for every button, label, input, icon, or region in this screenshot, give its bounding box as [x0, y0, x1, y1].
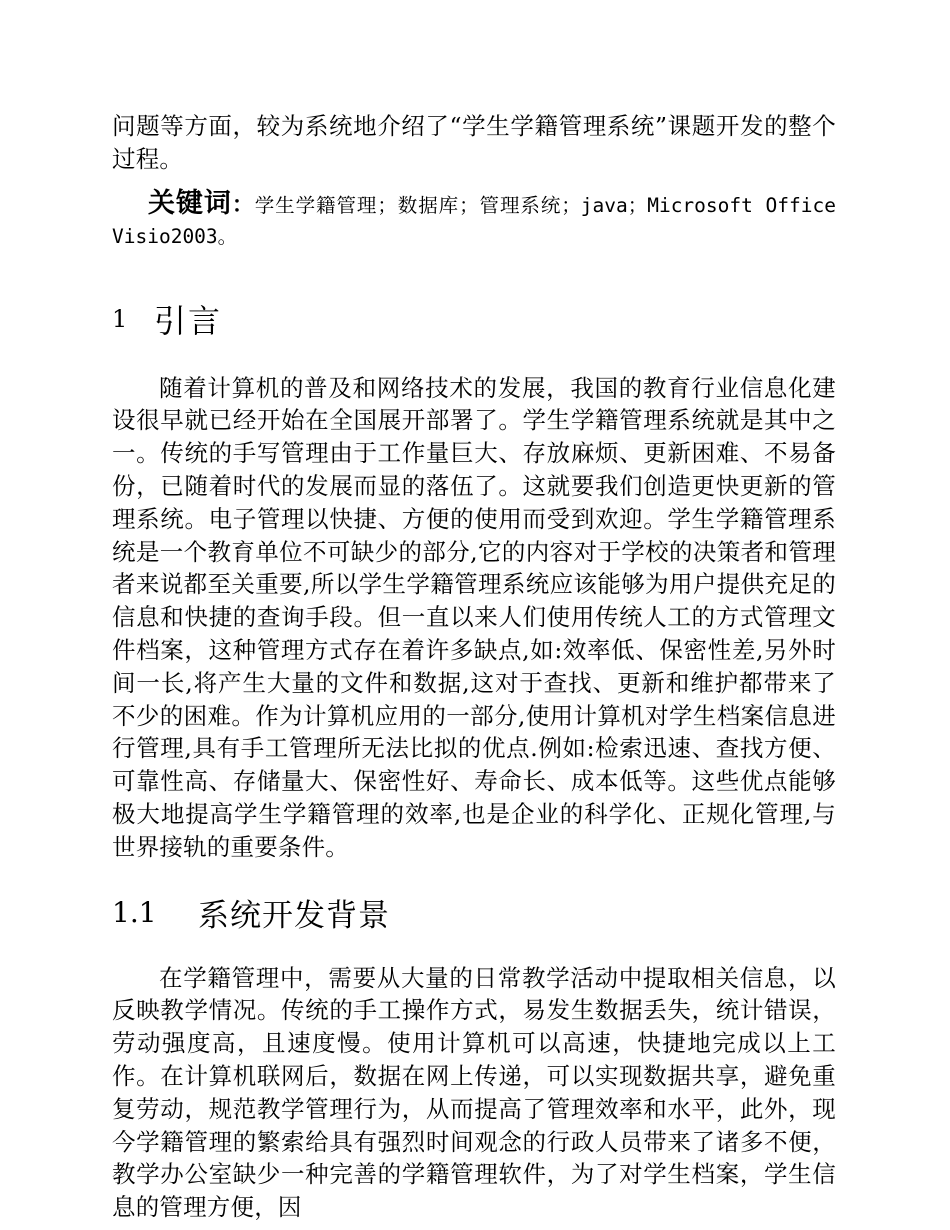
section-1-1-title: 系统开发背景 — [198, 898, 390, 935]
section-1-1-number: 1.1 — [112, 896, 157, 930]
section-1-1-heading — [112, 890, 836, 936]
keywords-line — [112, 188, 836, 252]
section-1-1-paragraph: 在学籍管理中，需要从大量的日常教学活动中提取相关信息，以反映教学情况。传统的手工操作方式，易发生数据丢失，统计错误，劳动强度高，且速度慢。使用计算机可以高速，快捷地完成以上工作。在计算机联网后，数据在网上传递，可以实现数据共享，避免重复劳动，规范教学管理行为，从而提高了管理效率和水平，此外，现今学籍管理的繁索给具有强烈时间观念的行政人员带来了诸多不便，教学办公室缺少一种完善的学籍管理软件，为了对学生档案，学生信息的管理方便，因 — [112, 963, 836, 1222]
section-1-number: 1 — [112, 304, 128, 333]
section-1-paragraph: 随着计算机的普及和网络技术的发展，我国的教育行业信息化建设很早就已经开始在全国展开部署了。学生学籍管理系统就是其中之一。传统的手写管理由于工作量巨大、存放麻烦、更新困难、不易备份，已随着时代的发展而显的落伍了。这就要我们创造更快更新的管理系统。电子管理以快捷、方便的使用而受到欢迎。学生学籍管理系统是一个教育单位不可缺少的部分,它的内容对于学校的决策者和管理者来说都至关重要,所以学生学籍管理系统应该能够为用户提供充足的信息和快捷的查询手段。但一直以来人们使用传统人工的方式管理文件档案，这种管理方式存在着许多缺点,如:效率低、保密性差,另外时间一长,将产生大量的文件和数据,这对于查找、更新和维护都带来了不少的困难。作为计算机应用的一部分,使用计算机对学生档案信息进行管理,具有手工管理所无法比拟的优点.例如:检索迅速、查找方便、可靠性高、存储量大、保密性好、寿命长、成本低等。这些优点能够极大地提高学生学籍管理的效率,也是企业的科学化、正规化管理,与世界接轨的重要条件。 — [112, 373, 836, 861]
keywords-label: 关键词 — [148, 187, 232, 219]
section-1-heading — [112, 296, 836, 342]
keywords-colon: ： — [231, 192, 255, 218]
section-1-title: 引言 — [154, 301, 223, 340]
keywords-text: 学生学籍管理；数据库；管理系统；java；Microsoft Office Visio2003。 — [112, 193, 836, 248]
abstract-tail-paragraph: 问题等方面，较为系统地介绍了“学生学籍管理系统”课题开发的整个过程。 — [112, 112, 836, 173]
document-page — [112, 110, 836, 1224]
